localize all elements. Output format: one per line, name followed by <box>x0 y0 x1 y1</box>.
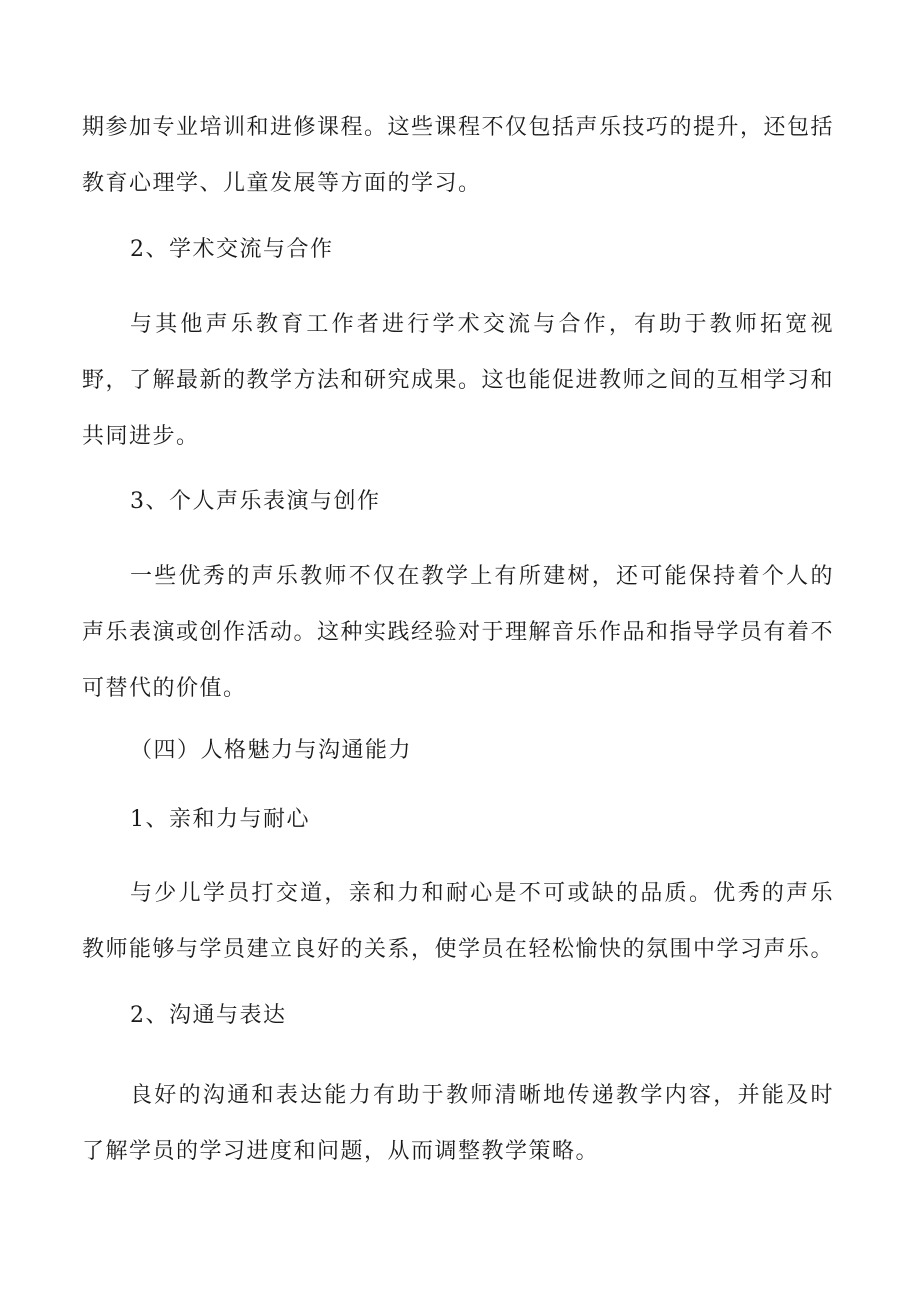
paragraph-academic-exchange: 与其他声乐教育工作者进行学术交流与合作，有助于教师拓宽视野，了解最新的教学方法和研究成果。这也能促进教师之间的互相学习和共同进步。 <box>82 312 835 449</box>
paragraph-continued-training: 期参加专业培训和进修课程。这些课程不仅包括声乐技巧的提升，还包括教育心理学、儿童发展等方面的学习。 <box>82 115 835 196</box>
heading-academic-exchange: 2、学术交流与合作 <box>130 237 334 262</box>
section-heading-personality-communication: （四）人格魅力与沟通能力 <box>130 738 413 763</box>
paragraph-personal-performance: 一些优秀的声乐教师不仅在教学上有所建树，还可能保持着个人的声乐表演或创作活动。这种实践经验对于理解音乐作品和指导学员有着不可替代的价值。 <box>82 564 835 701</box>
paragraph-communication-expression: 良好的沟通和表达能力有助于教师清晰地传递教学内容，并能及时了解学员的学习进度和问题，从而调整教学策略。 <box>82 1083 834 1164</box>
heading-personal-performance: 3、个人声乐表演与创作 <box>130 489 381 514</box>
heading-affinity-patience: 1、亲和力与耐心 <box>130 807 310 832</box>
paragraph-affinity-patience: 与少儿学员打交道，亲和力和耐心是不可或缺的品质。优秀的声乐教师能够与学员建立良好的关系，使学员在轻松愉快的氛围中学习声乐。 <box>82 881 835 962</box>
heading-communication-expression: 2、沟通与表达 <box>130 1003 287 1028</box>
